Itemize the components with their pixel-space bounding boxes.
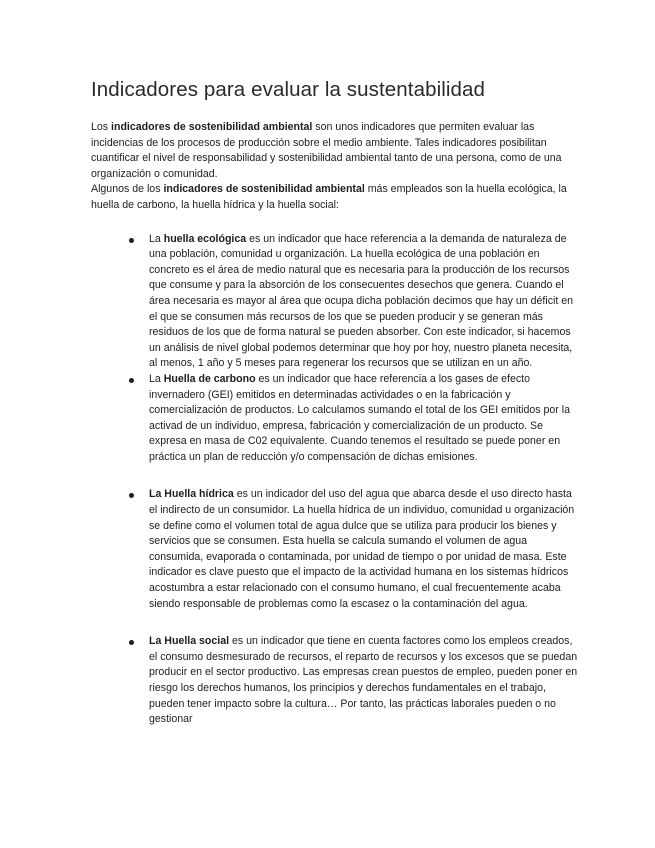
- intro-p1-post: son unos indicadores que permiten evaluar las incidencias de los procesos de producción sobre el medio ambiente. Tales indicadores posibilitan cuantificar el nivel de responsabilidad y sostenibilidad ambiental tanto de una persona, como de una organización o comunidad.: [91, 121, 562, 180]
- bullet-icon: [129, 493, 134, 498]
- bullet-icon: [129, 238, 134, 243]
- intro-p2-pre: Algunos de los: [91, 183, 164, 196]
- item-term: huella ecológica: [163, 232, 247, 245]
- list-item-huella-social: [91, 634, 583, 728]
- indicator-list: [91, 232, 583, 728]
- intro-paragraph-2: [91, 182, 583, 213]
- intro-paragraph-1: [91, 120, 583, 182]
- intro-p2-bold: indicadores de sostenibilidad ambiental: [163, 183, 365, 196]
- intro-section: [91, 120, 583, 214]
- item-term: Huella de carbono: [163, 372, 256, 385]
- item-text: es un indicador del uso del agua que abarca desde el uso directo hasta el indirecto de un consumidor. La huella hídrica de un individuo, comunidad u organización se define como el volumen total de agua dulce que se utiliza para producir los bienes y servicios que se consumen. Esta huella se calcula sumando el volumen de agua consumida, evaporada o contaminada, por unidad de tiempo o por unidad de masa. Este indicador es clave puesto que el impacto de la actividad humana en los sistemas hídricos acostumbra a estar relacionado con el consumo humano, el cual frecuentemente acaba siendo responsable de problemas como la escasez o la contaminación del agua.: [149, 488, 575, 610]
- item-text: es un indicador que hace referencia a la demanda de naturaleza de una población, comunidad u organización. La huella ecológica de una población en concreto es el área de medio natural que es necesaria para la producción de los recursos que consume y para la absorción de los consecuentes desechos que genera. Cuando el área necesaria es mayor al área que ocupa dicha población decimos que hay un déficit en el que se consumen más recursos de los que se pueden producir y se generan más residuos de los que de forma natural se pueden absorber. Con este indicador, si hacemos un análisis de nivel global podemos determinar que hoy por hoy, nuestro planeta necesita, al menos, 1 año y 5 meses para regenerar los recursos que se utilizan en un año.: [149, 232, 574, 370]
- intro-p1-pre: Los: [91, 121, 112, 133]
- item-text: es un indicador que tiene en cuenta factores como los empleos creados, el consumo desmesurado de recursos, el reparto de recursos y los excesos que se puedan producir en el sector productivo. Las empresas crean puestos de empleo, pueden poner en riesgo los derechos humanos, los principios y derechos fundamentales en el trabajo, pueden tener impacto sobre la cultura… Por tanto, las prácticas laborales pueden o no gestionar: [149, 635, 578, 726]
- bullet-icon: [129, 378, 134, 383]
- item-prefix: La: [149, 232, 164, 245]
- item-prefix: La: [149, 372, 164, 385]
- list-item-huella-carbono: [91, 372, 583, 466]
- list-item-huella-hidrica: [91, 487, 583, 612]
- page-title: Indicadores para evaluar la sustentabilidad: [91, 78, 486, 101]
- intro-p1-bold: indicadores de sostenibilidad ambiental: [111, 121, 313, 133]
- bullet-icon: [129, 640, 134, 645]
- item-term: La Huella social: [149, 635, 230, 648]
- item-term: La Huella hídrica: [149, 488, 234, 501]
- list-item-huella-ecologica: [91, 232, 583, 372]
- item-text: es un indicador que hace referencia a los gases de efecto invernadero (GEI) emitidos en determinadas actividades o en la fabricación y comercialización de productos. Lo calculamos sumando el total de los GEI emitidos por la activad de un individuo, empresa, fabricación y comercialización de un producto. Se expresa en masa de C02 equivalente. Cuando tenemos el resultado se puede poner en práctica un plan de reducción y/o compensación de dichas emisiones.: [149, 372, 571, 463]
- intro-p2-post: más empleados son la huella ecológica, la huella de carbono, la huella hídrica y la huella social:: [91, 183, 567, 211]
